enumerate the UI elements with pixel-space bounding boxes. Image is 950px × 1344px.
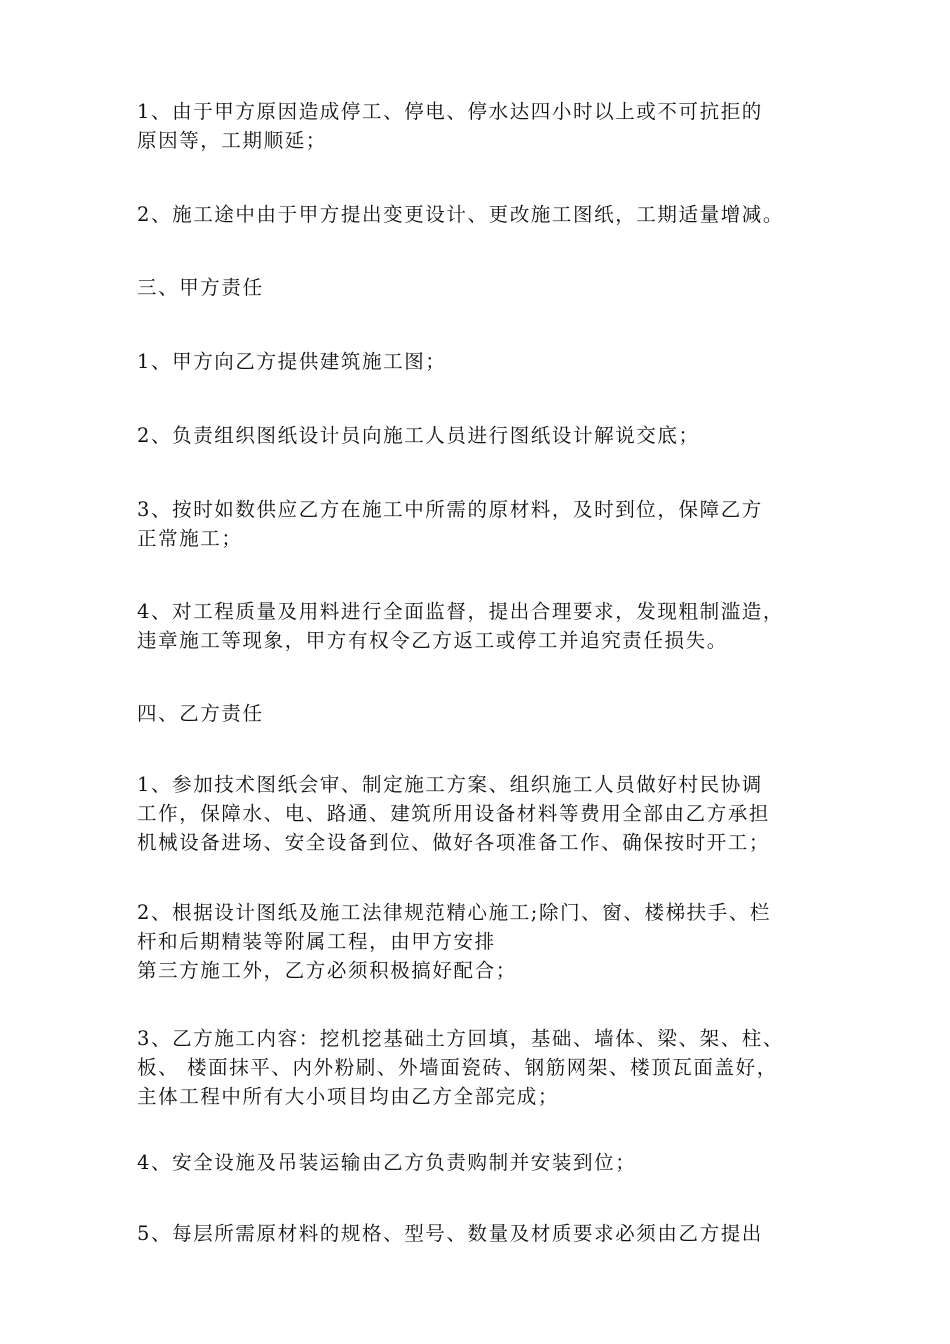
contractor-duty-2 xyxy=(137,898,837,985)
text-line: 第三方施工外，乙方必须积极搞好配合； xyxy=(137,959,517,982)
text-line: 2、施工途中由于甲方提出变更设计、更改施工图纸，工期适量增减。 xyxy=(137,203,785,226)
section-heading-owner-duties xyxy=(137,273,837,302)
text-line: 主体工程中所有大小项目均由乙方全部完成； xyxy=(137,1085,560,1108)
owner-duty-1 xyxy=(137,347,837,376)
section-heading-contractor-duties xyxy=(137,699,837,728)
text-line: 3、按时如数供应乙方在施工中所需的原材料，及时到位，保障乙方 xyxy=(137,498,763,521)
text-line: 原因等，工期顺延； xyxy=(137,129,327,152)
text-line: 四、乙方责任 xyxy=(137,702,264,725)
text-line: 违章施工等现象，甲方有权令乙方返工或停工并追究责任损失。 xyxy=(137,629,728,652)
owner-duty-3 xyxy=(137,495,837,553)
clause-design-change xyxy=(137,200,837,229)
text-line: 1、甲方向乙方提供建筑施工图； xyxy=(137,350,447,373)
text-line: 杆和后期精装等附属工程，由甲方安排 xyxy=(137,930,496,953)
text-line: 工作，保障水、电、路通、建筑所用设备材料等费用全部由乙方承担 xyxy=(137,802,771,825)
text-line: 正常施工； xyxy=(137,527,243,550)
contractor-duty-4 xyxy=(137,1148,837,1177)
contractor-duty-5 xyxy=(137,1219,837,1248)
text-line: 5、每层所需原材料的规格、型号、数量及材质要求必须由乙方提出 xyxy=(137,1222,763,1245)
contractor-duty-1 xyxy=(137,770,837,857)
owner-duty-2 xyxy=(137,421,837,450)
contractor-duty-3 xyxy=(137,1024,837,1111)
text-line: 三、甲方责任 xyxy=(137,276,264,299)
text-line: 1、参加技术图纸会审、制定施工方案、组织施工人员做好村民协调 xyxy=(137,773,763,796)
text-line: 4、对工程质量及用料进行全面监督，提出合理要求，发现粗制滥造， xyxy=(137,600,785,623)
owner-duty-4 xyxy=(137,597,837,655)
text-line: 板、 楼面抹平、内外粉刷、外墙面瓷砖、钢筋网架、楼顶瓦面盖好， xyxy=(137,1056,778,1079)
text-line: 2、根据设计图纸及施工法律规范精心施工;除门、窗、楼梯扶手、栏 xyxy=(137,901,772,924)
text-line: 4、安全设施及吊装运输由乙方负责购制并安装到位； xyxy=(137,1151,637,1174)
text-line: 机械设备进场、安全设备到位、做好各项准备工作、确保按时开工； xyxy=(137,831,771,854)
text-line: 1、由于甲方原因造成停工、停电、停水达四小时以上或不可抗拒的 xyxy=(137,100,763,123)
clause-delay-owner-cause xyxy=(137,97,837,155)
text-line: 3、乙方施工内容：挖机挖基础土方回填，基础、墙体、梁、架、柱、 xyxy=(137,1027,785,1050)
text-line: 2、负责组织图纸设计员向施工人员进行图纸设计解说交底； xyxy=(137,424,700,447)
